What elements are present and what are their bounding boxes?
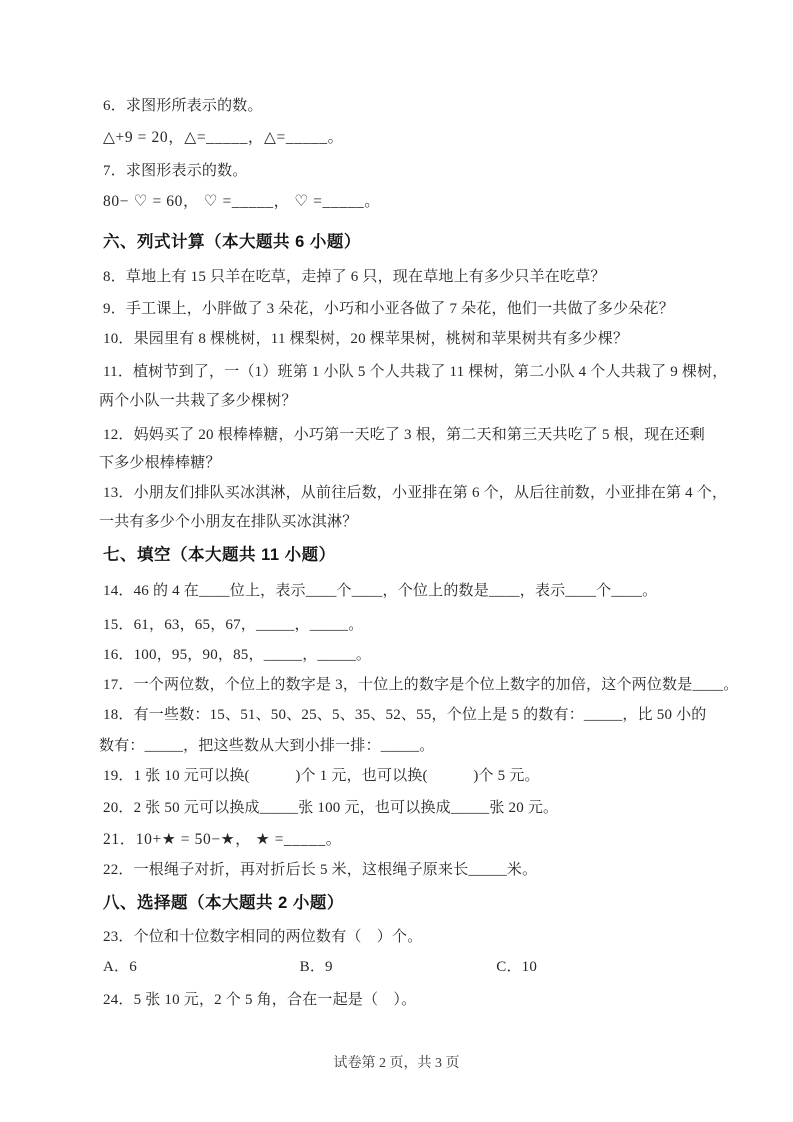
question-13-continued: 一共有多少个小朋友在排队买冰淇淋？ — [99, 514, 358, 530]
question-18-continued: 数有：_____，把这些数从大到小排一排：_____。 — [99, 738, 435, 754]
question-20: 20．2 张 50 元可以换成_____张 100 元，也可以换成_____张 20 元。 — [103, 800, 559, 816]
question-8: 8．草地上有 15 只羊在吃草，走掉了 6 只，现在草地上有多少只羊在吃草？ — [103, 269, 606, 285]
question-21: 21．10+★ = 50−★， ★ =_____。 — [103, 831, 342, 848]
page-footer: 试卷第 2 页，共 3 页 — [333, 1056, 460, 1071]
question-11: 11．植树节到了，一（1）班第 1 小队 5 个人共栽了 11 棵树，第二小队 4 个人共栽了 9 棵树， — [103, 364, 728, 380]
question-7-equation: 80− ♡ = 60， ♡ =_____， ♡ =_____。 — [103, 193, 381, 210]
question-12: 12．妈妈买了 20 根棒棒糖，小巧第一天吃了 3 根，第二天和第三天共吃了 5 根，现在还剩 — [103, 427, 705, 443]
question-10: 10．果园里有 8 棵桃树，11 棵梨树，20 棵苹果树，桃树和苹果树共有多少棵？ — [103, 331, 629, 347]
question-12-continued: 下多少根棒棒糖？ — [99, 455, 221, 471]
question-7-label: 7．求图形表示的数。 — [103, 163, 248, 179]
question-13: 13．小朋友们排队买冰淇淋，从前往后数，小亚排在第 6 个，从后往前数，小亚排在第 4 个， — [103, 485, 728, 501]
section-six-heading: 六、列式计算（本大题共 6 小题） — [103, 233, 361, 251]
question-16: 16．100，95，90，85，_____，_____。 — [103, 647, 372, 663]
question-6-equation: △+9 = 20，△=_____，△=_____。 — [103, 129, 344, 146]
choice-b: B．9 — [299, 959, 333, 975]
question-19: 19．1 张 10 元可以换( )个 1 元，也可以换( )个 5 元。 — [103, 768, 540, 784]
question-14: 14．46 的 4 在____位上，表示____个____，个位上的数是____，表示____个____。 — [103, 583, 658, 599]
question-22: 22．一根绳子对折，再对折后长 5 米，这根绳子原来长_____米。 — [103, 862, 538, 878]
question-24: 24．5 张 10 元，2 个 5 角，合在一起是（ ）。 — [103, 992, 417, 1008]
choice-c: C．10 — [496, 959, 538, 975]
section-seven-heading: 七、填空（本大题共 11 小题） — [103, 546, 336, 564]
question-6-label: 6．求图形所表示的数。 — [103, 98, 263, 114]
question-17: 17．一个两位数，个位上的数字是 3，十位上的数字是个位上数字的加倍，这个两位数是____。 — [103, 677, 739, 693]
question-23-choices — [103, 957, 693, 977]
question-9: 9．手工课上，小胖做了 3 朵花，小巧和小亚各做了 7 朵花，他们一共做了多少朵花？ — [103, 301, 674, 317]
choice-a: A．6 — [103, 959, 137, 975]
question-23: 23．个位和十位数字相同的两位数有（ ）个。 — [103, 929, 423, 945]
question-11-continued: 两个小队一共栽了多少棵树？ — [99, 393, 297, 409]
question-18: 18．有一些数：15、51、50、25、5、35、52、55，个位上是 5 的数有：_____，比 50 小的 — [103, 707, 707, 723]
section-eight-heading: 八、选择题（本大题共 2 小题） — [103, 894, 344, 912]
question-15: 15．61，63，65，67，_____，_____。 — [103, 617, 364, 633]
